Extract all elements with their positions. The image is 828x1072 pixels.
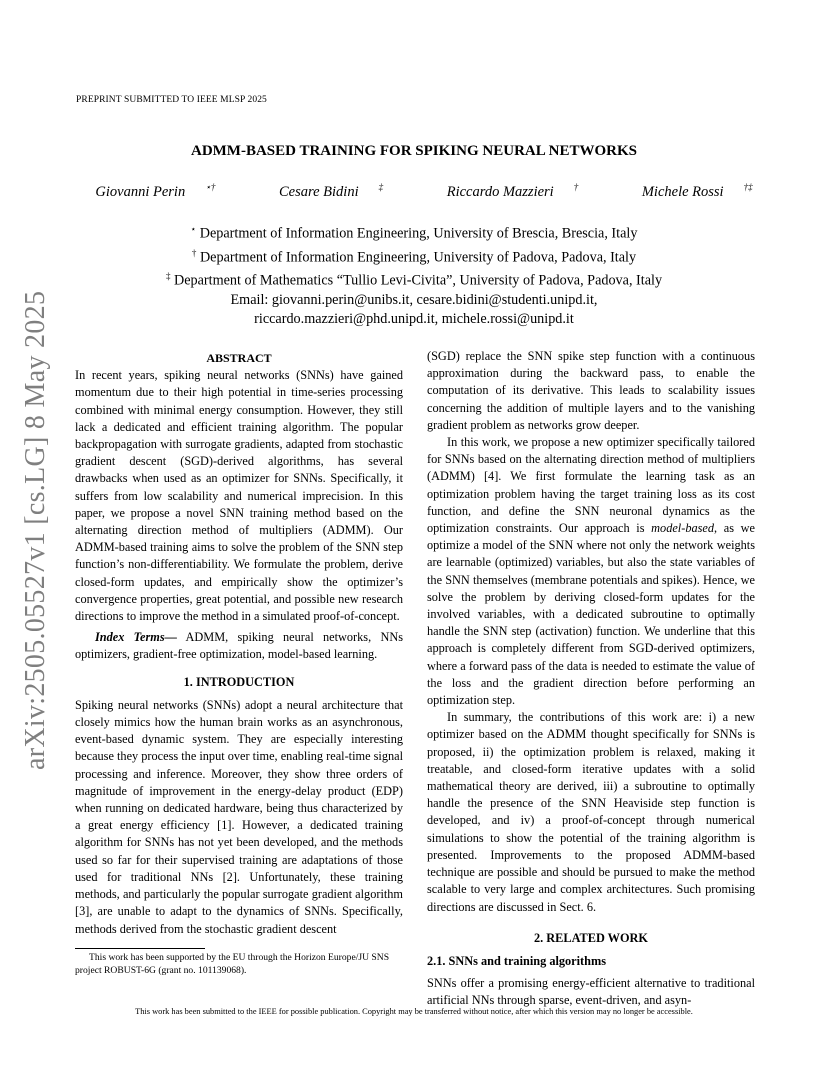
email-line: riccardo.mazzieri@phd.unipd.it, michele.rossi@unipd.it xyxy=(254,311,574,328)
affiliations xyxy=(0,220,828,329)
index-terms: Index Terms— ADMM, spiking neural networks, NNs optimizers, gradient-free optimization, model-based learning. xyxy=(75,630,403,662)
left-column xyxy=(75,350,403,938)
arxiv-identifier: arXiv:2505.05527v1 [cs.LG] 8 May 2025 xyxy=(20,290,51,770)
right-column xyxy=(427,348,755,1010)
running-header: PREPRINT SUBMITTED TO IEEE MLSP 2025 xyxy=(76,95,267,105)
introduction-text: Spiking neural networks (SNNs) adopt a neural architecture that closely mimics how the human brain works as an asynchronous, event-based dynamic system. They are especially interesting because they process the input over time, enabling real-time signal processing and inference. Moreover, they show three orders of magnitude of improvement in the energy-delay product (EDP) when running on dedicated hardware, being thus characterized by a great energy efficiency [1]. However, a dedicated training algorithm for SNNs has not yet been developed, and the methods used so far for their supervised training are adaptations of those used for traditional NNs [2]. Unfortunately, these training methods, and particularly the popular surrogate gradient algorithm [3], are unable to adapt to the dynamics of SNNs. Specifically, methods derived from the stochastic gradient descent xyxy=(75,697,403,936)
author-list xyxy=(0,182,828,201)
footnote: This work has been supported by the EU through the Horizon Europe/JU SNS project ROBUST-6G (grant no. 101139068). xyxy=(75,952,390,976)
author: Cesare Bidini ‡ xyxy=(278,182,384,200)
affiliation-line: ⋆ Department of Information Engineering, University of Brescia, Brescia, Italy xyxy=(190,224,638,242)
paragraph: (SGD) replace the SNN spike step function with a continuous approximation during the backward pass, to enable the computation of its derivative. This leads to scalability issues concerning the addition of multiple layers and to the vanishing gradient problem as networks grow deeper. xyxy=(427,349,755,432)
author: Michele Rossi †‡ xyxy=(641,182,753,200)
paragraph: SNNs offer a promising energy-efficient alternative to traditional artificial NNs through sparse, event-driven, and asyn- xyxy=(427,976,755,1008)
affiliation-line: ‡ Department of Mathematics “Tullio Levi-Civita”, University of Padova, Padova, Italy xyxy=(165,271,663,290)
subsection-heading: 2.1. SNNs and training algorithms xyxy=(427,953,607,968)
abstract-text: In recent years, spiking neural networks (SNNs) have gained momentum due to their high potential in time-series processing combined with minimal energy consumption. However, they still lack a dedicated and efficient training algorithm. The popular backpropagation with surrogate gradients, adapted from stochastic gradient descent (SGD)-derived algorithms, has several drawbacks when used as an optimizer for SNNs. Specifically, it suffers from low scalability and numerical imprecision. In this paper, we propose a novel SNN training method based on the alternating direction method of multipliers (ADMM). Our ADMM-based training aims to solve the problem of the SNN step function’s non-differentiability. We formulate the problem, derive closed-form updates, and empirically show the optimizer’s convergence properties, great potential, and possible new research directions to improve the method in a simulated proof-of-concept. xyxy=(75,368,403,624)
abstract-heading: ABSTRACT xyxy=(206,351,272,365)
copyright-notice: This work has been submitted to the IEEE for possible publication. Copyright may be transferred without notice, after which this version may no longer be accessible. xyxy=(135,1007,693,1016)
paragraph: In summary, the contributions of this work are: i) a new optimizer based on the ADMM thought specifically for SNNs is proposed, ii) the optimization problem is relaxed, making it treatable, and closed-form iterative updates with a solid mathematical theory are derived, iii) a subroutine to optimally handle the presence of the SNN Heaviside step function is developed, and iv) a proof-of-concept through numerical simulations to show the potential of the training algorithm is presented. Improvements to the proposed ADMM-based technique are possible and should be pursued to make the method scalable to very large and complex architectures. Such promising directions are discussed in Sect. 6. xyxy=(427,710,755,914)
paper-title: ADMM-BASED TRAINING FOR SPIKING NEURAL NETWORKS xyxy=(190,143,638,159)
section-heading-related-work: 2. RELATED WORK xyxy=(534,930,648,945)
author: Riccardo Mazzieri † xyxy=(446,182,579,200)
section-heading-introduction: 1. INTRODUCTION xyxy=(183,674,295,689)
paragraph: In this work, we propose a new optimizer specifically tailored for SNNs based on the alternating direction method of multipliers (ADMM) [4]. We first formulate the learning task as an optimization problem having the target training loss as its cost function, and define the SNN neuronal dynamics as the optimization constraints. Our approach is model-based, as we optimize a model of the SNN where not only the network weights are learnable (optimized) variables, but also the state variables of the SNN themselves (membrane potentials and spikes). Hence, we solve the problem by deriving closed-form updates for the involved variables, with a dedicated subroutine to optimally handle the SNN step (activation) function. We underline that this approach is completely different from SGD-derived optimizers, where a forward pass of the data is needed to estimate the value of the loss and the gradient direction before performing an optimization step. xyxy=(427,435,755,708)
email-line: Email: giovanni.perin@unibs.it, cesare.bidini@studenti.unipd.it, xyxy=(230,292,598,309)
footnote-divider xyxy=(75,948,205,949)
affiliation-line: † Department of Information Engineering, University of Padova, Padova, Italy xyxy=(191,247,637,266)
author: Giovanni Perin ⋆† xyxy=(95,182,216,200)
